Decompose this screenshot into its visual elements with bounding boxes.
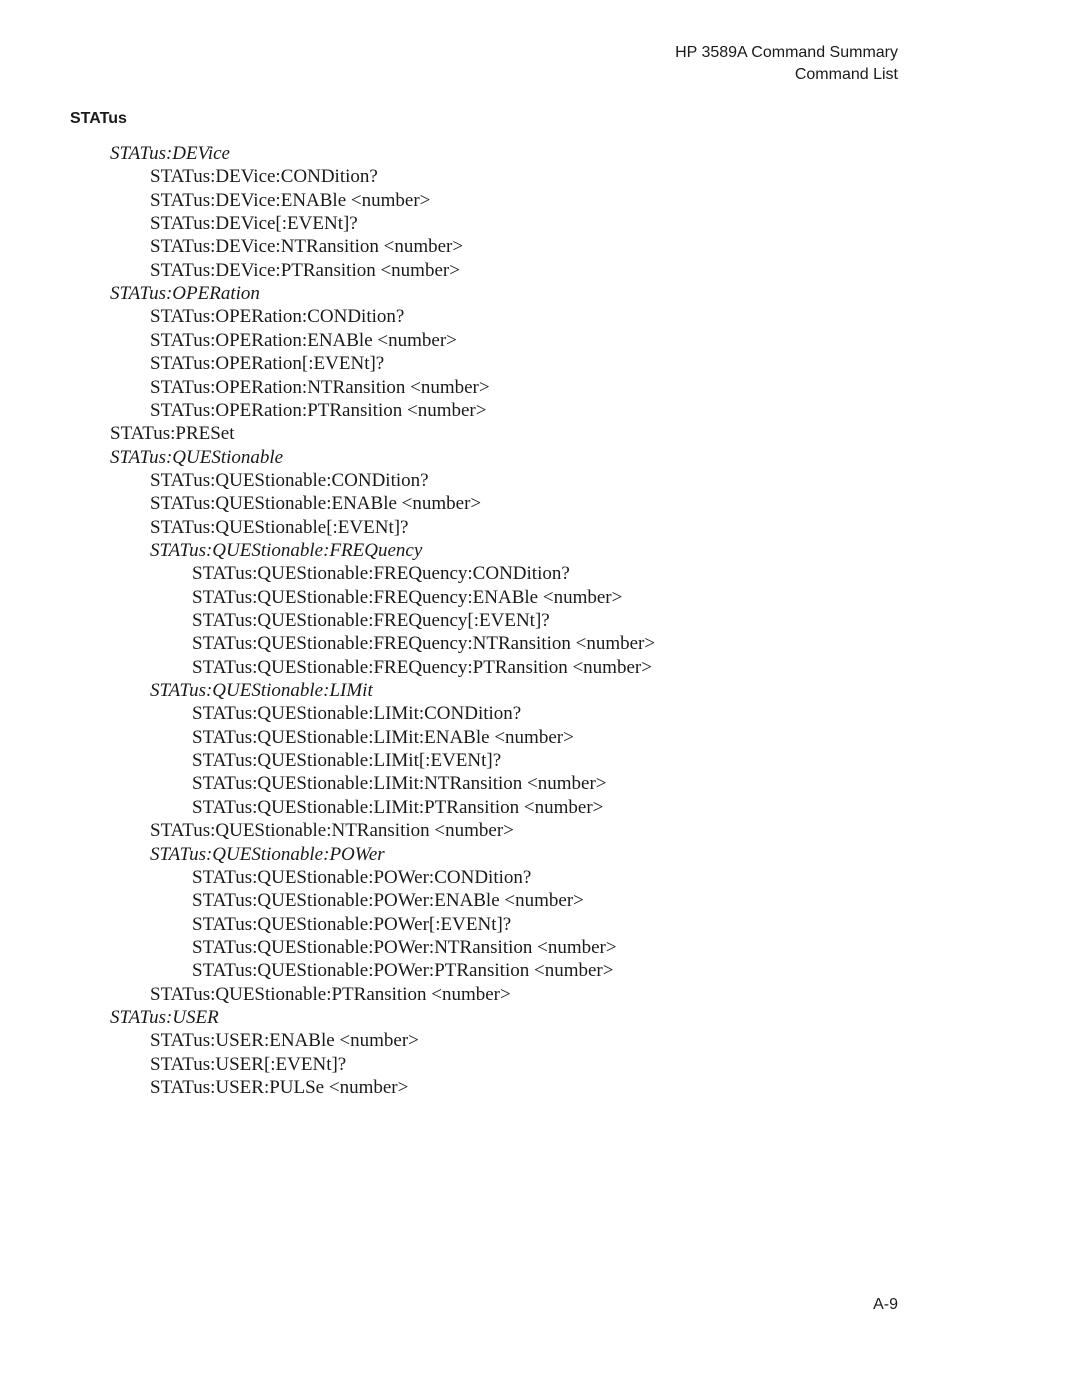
command-item: STATus:QUEStionable:LIMit:ENABle <number>	[192, 726, 574, 748]
command-item: STATus:QUEStionable:LIMit:PTRansition <number>	[192, 796, 604, 818]
command-item: STATus:QUEStionable:FREQuency:ENABle <number>	[192, 586, 623, 608]
command-group-heading: STATus:QUEStionable:LIMit	[150, 680, 373, 702]
command-item: STATus:QUEStionable:POWer[:EVENt]?	[192, 913, 512, 935]
command-item: STATus:QUEStionable:NTRansition <number>	[150, 820, 514, 842]
command-item: STATus:QUEStionable:CONDition?	[150, 469, 429, 491]
command-item: STATus:QUEStionable:POWer:PTRansition <number>	[192, 960, 614, 982]
command-item: STATus:OPERation:NTRansition <number>	[150, 376, 490, 398]
command-item: STATus:QUEStionable:ENABle <number>	[150, 493, 482, 515]
section-title: STATus	[70, 110, 127, 127]
command-item: STATus:DEVice:ENABle <number>	[150, 189, 431, 211]
command-item: STATus:QUEStionable:LIMit[:EVENt]?	[192, 750, 502, 772]
command-group-heading: STATus:QUEStionable:FREQuency	[150, 539, 423, 561]
command-group-heading: STATus:QUEStionable	[110, 446, 284, 468]
page-header	[675, 42, 898, 86]
command-item: STATus:OPERation:PTRansition <number>	[150, 399, 487, 421]
command-item: STATus:QUEStionable:POWer:CONDition?	[192, 866, 532, 888]
command-group-heading: STATus:USER	[110, 1006, 219, 1028]
command-item: STATus:QUEStionable:PTRansition <number>	[150, 983, 511, 1005]
command-item: STATus:DEVice:CONDition?	[150, 166, 378, 188]
header-subtitle: Command List	[794, 66, 898, 83]
command-group-heading: STATus:DEVice	[110, 143, 230, 164]
command-item: STATus:QUEStionable:FREQuency:PTRansition <number>	[192, 656, 652, 678]
command-item: STATus:QUEStionable:POWer:NTRansition <number>	[192, 936, 617, 958]
command-item: STATus:QUEStionable:FREQuency:NTRansition <number>	[192, 633, 656, 655]
command-item: STATus:QUEStionable:FREQuency[:EVENt]?	[192, 610, 550, 631]
command-item: STATus:USER:ENABle <number>	[150, 1030, 419, 1052]
command-item: STATus:QUEStionable:LIMit:NTRansition <number>	[192, 773, 607, 795]
command-group-heading: STATus:QUEStionable:POWer	[150, 843, 385, 865]
command-item: STATus:DEVice[:EVENt]?	[150, 213, 358, 235]
command-item: STATus:OPERation[:EVENt]?	[150, 353, 385, 375]
command-item: STATus:QUEStionable:POWer:ENABle <number>	[192, 890, 584, 912]
command-item: STATus:QUEStionable[:EVENt]?	[150, 516, 409, 538]
header-title: HP 3589A Command Summary	[675, 44, 898, 61]
page-number: A-9	[873, 1296, 898, 1313]
command-item: STATus:USER:PULSe <number>	[150, 1077, 409, 1098]
command-item: STATus:OPERation:ENABle <number>	[150, 329, 457, 351]
command-item: STATus:USER[:EVENt]?	[150, 1053, 347, 1075]
command-item: STATus:PRESet	[110, 423, 235, 445]
command-item: STATus:DEVice:NTRansition <number>	[150, 236, 464, 258]
command-item: STATus:QUEStionable:LIMit:CONDition?	[192, 703, 522, 725]
command-item: STATus:OPERation:CONDition?	[150, 306, 405, 328]
command-item: STATus:DEVice:PTRansition <number>	[150, 259, 460, 281]
command-item: STATus:QUEStionable:FREQuency:CONDition?	[192, 563, 570, 585]
command-group-heading: STATus:OPERation	[110, 283, 260, 305]
